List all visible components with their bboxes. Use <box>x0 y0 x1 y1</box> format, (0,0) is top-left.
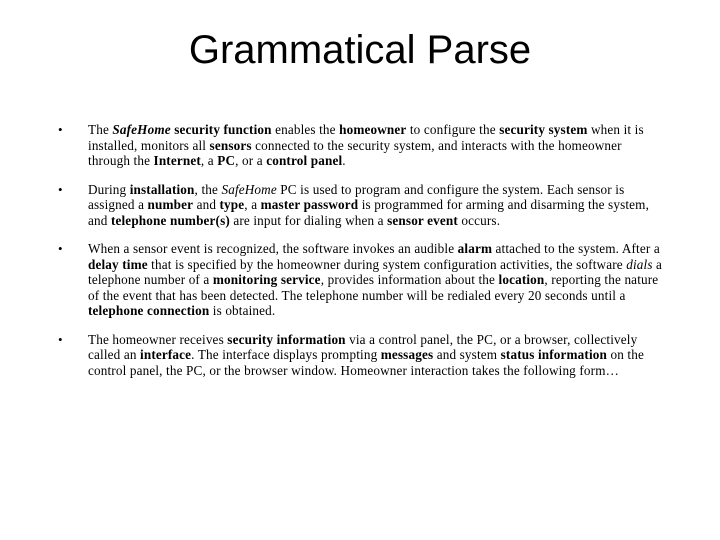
text-run: sensors <box>209 137 252 153</box>
text-run: When a sensor event is recognized, the software invokes an audible <box>88 241 458 256</box>
text-run: , or a <box>235 153 267 168</box>
text-run: security system <box>499 122 588 137</box>
text-run: sensor event <box>387 212 458 228</box>
text-run: alarm <box>457 241 493 256</box>
text-run: SafeHome <box>112 122 171 137</box>
text-run: delay time <box>88 256 148 272</box>
bullet-item <box>0 182 720 229</box>
bullet-text <box>88 332 644 378</box>
bullet-glyph: • <box>58 241 63 256</box>
bullet-text <box>88 241 662 318</box>
text-run: telephone number(s) <box>110 212 230 228</box>
slide-title: Grammatical Parse <box>188 28 532 72</box>
bullet-item <box>0 332 720 379</box>
text-run: status information <box>500 347 607 362</box>
text-run: Internet <box>153 153 201 168</box>
text-run: type <box>219 197 245 212</box>
text-run: homeowner <box>339 122 407 137</box>
text-run: via a control panel, the PC, or a browser, collectively called an <box>88 331 638 362</box>
text-run: During <box>88 181 130 197</box>
text-run: is programmed for arming and disarming the system, and <box>88 197 650 228</box>
text-run: that is specified by the homeowner during system configuration activities, the software <box>147 256 627 272</box>
text-run: control panel <box>266 153 343 168</box>
text-run: and <box>193 197 220 212</box>
bullet-glyph: • <box>58 331 63 347</box>
text-run: The homeowner receives <box>88 331 228 347</box>
text-run: , a <box>200 153 218 168</box>
text-run: a telephone number of a <box>88 256 663 287</box>
text-run: on the control panel, the PC, or the browser window. Homeowner interaction takes the following form… <box>88 347 644 378</box>
text-run: interface <box>140 347 192 362</box>
text-run: enables the <box>271 122 340 137</box>
text-run: security function <box>170 122 272 137</box>
bullet-glyph: • <box>58 181 63 197</box>
text-run: , reporting the nature of the event that has been detected. The telephone number will be redialed every 20 seconds until a <box>88 272 659 303</box>
bullet-item <box>0 122 720 169</box>
text-run: and system <box>433 347 501 362</box>
text-run: number <box>147 197 194 212</box>
text-run: PC is used to program and configure the system. Each sensor is assigned a <box>88 181 625 212</box>
text-run: , provides information about the <box>320 272 499 287</box>
bullet-glyph: • <box>58 122 63 137</box>
text-run: connected to the security system, and interacts with the homeowner through the <box>88 137 622 168</box>
text-run: dials <box>626 256 653 272</box>
text-run: messages <box>380 347 434 362</box>
bullet-text <box>88 182 649 228</box>
text-run: . The interface displays prompting <box>191 347 381 362</box>
bullet-item <box>0 241 720 319</box>
bullet-list <box>0 122 720 391</box>
text-run: PC <box>217 153 236 168</box>
text-run: attached to the system. After a <box>492 241 660 256</box>
text-run: location <box>498 272 545 287</box>
text-run: telephone connection <box>88 303 210 318</box>
text-run: are input for dialing when a <box>229 212 388 228</box>
text-run: occurs. <box>457 212 501 228</box>
text-run: The <box>88 122 113 137</box>
text-run: installation <box>129 181 195 197</box>
text-run: security information <box>227 331 346 347</box>
text-run: to configure the <box>406 122 500 137</box>
text-run: monitoring service <box>212 272 321 287</box>
text-run: . <box>342 153 346 168</box>
text-run: is obtained. <box>209 303 276 318</box>
text-run: , a <box>244 197 261 212</box>
bullet-text <box>88 122 644 168</box>
text-run: when it is installed, monitors all <box>88 122 644 153</box>
text-run: , the <box>194 181 222 197</box>
text-run: SafeHome <box>221 181 277 197</box>
text-run: master password <box>260 197 359 212</box>
